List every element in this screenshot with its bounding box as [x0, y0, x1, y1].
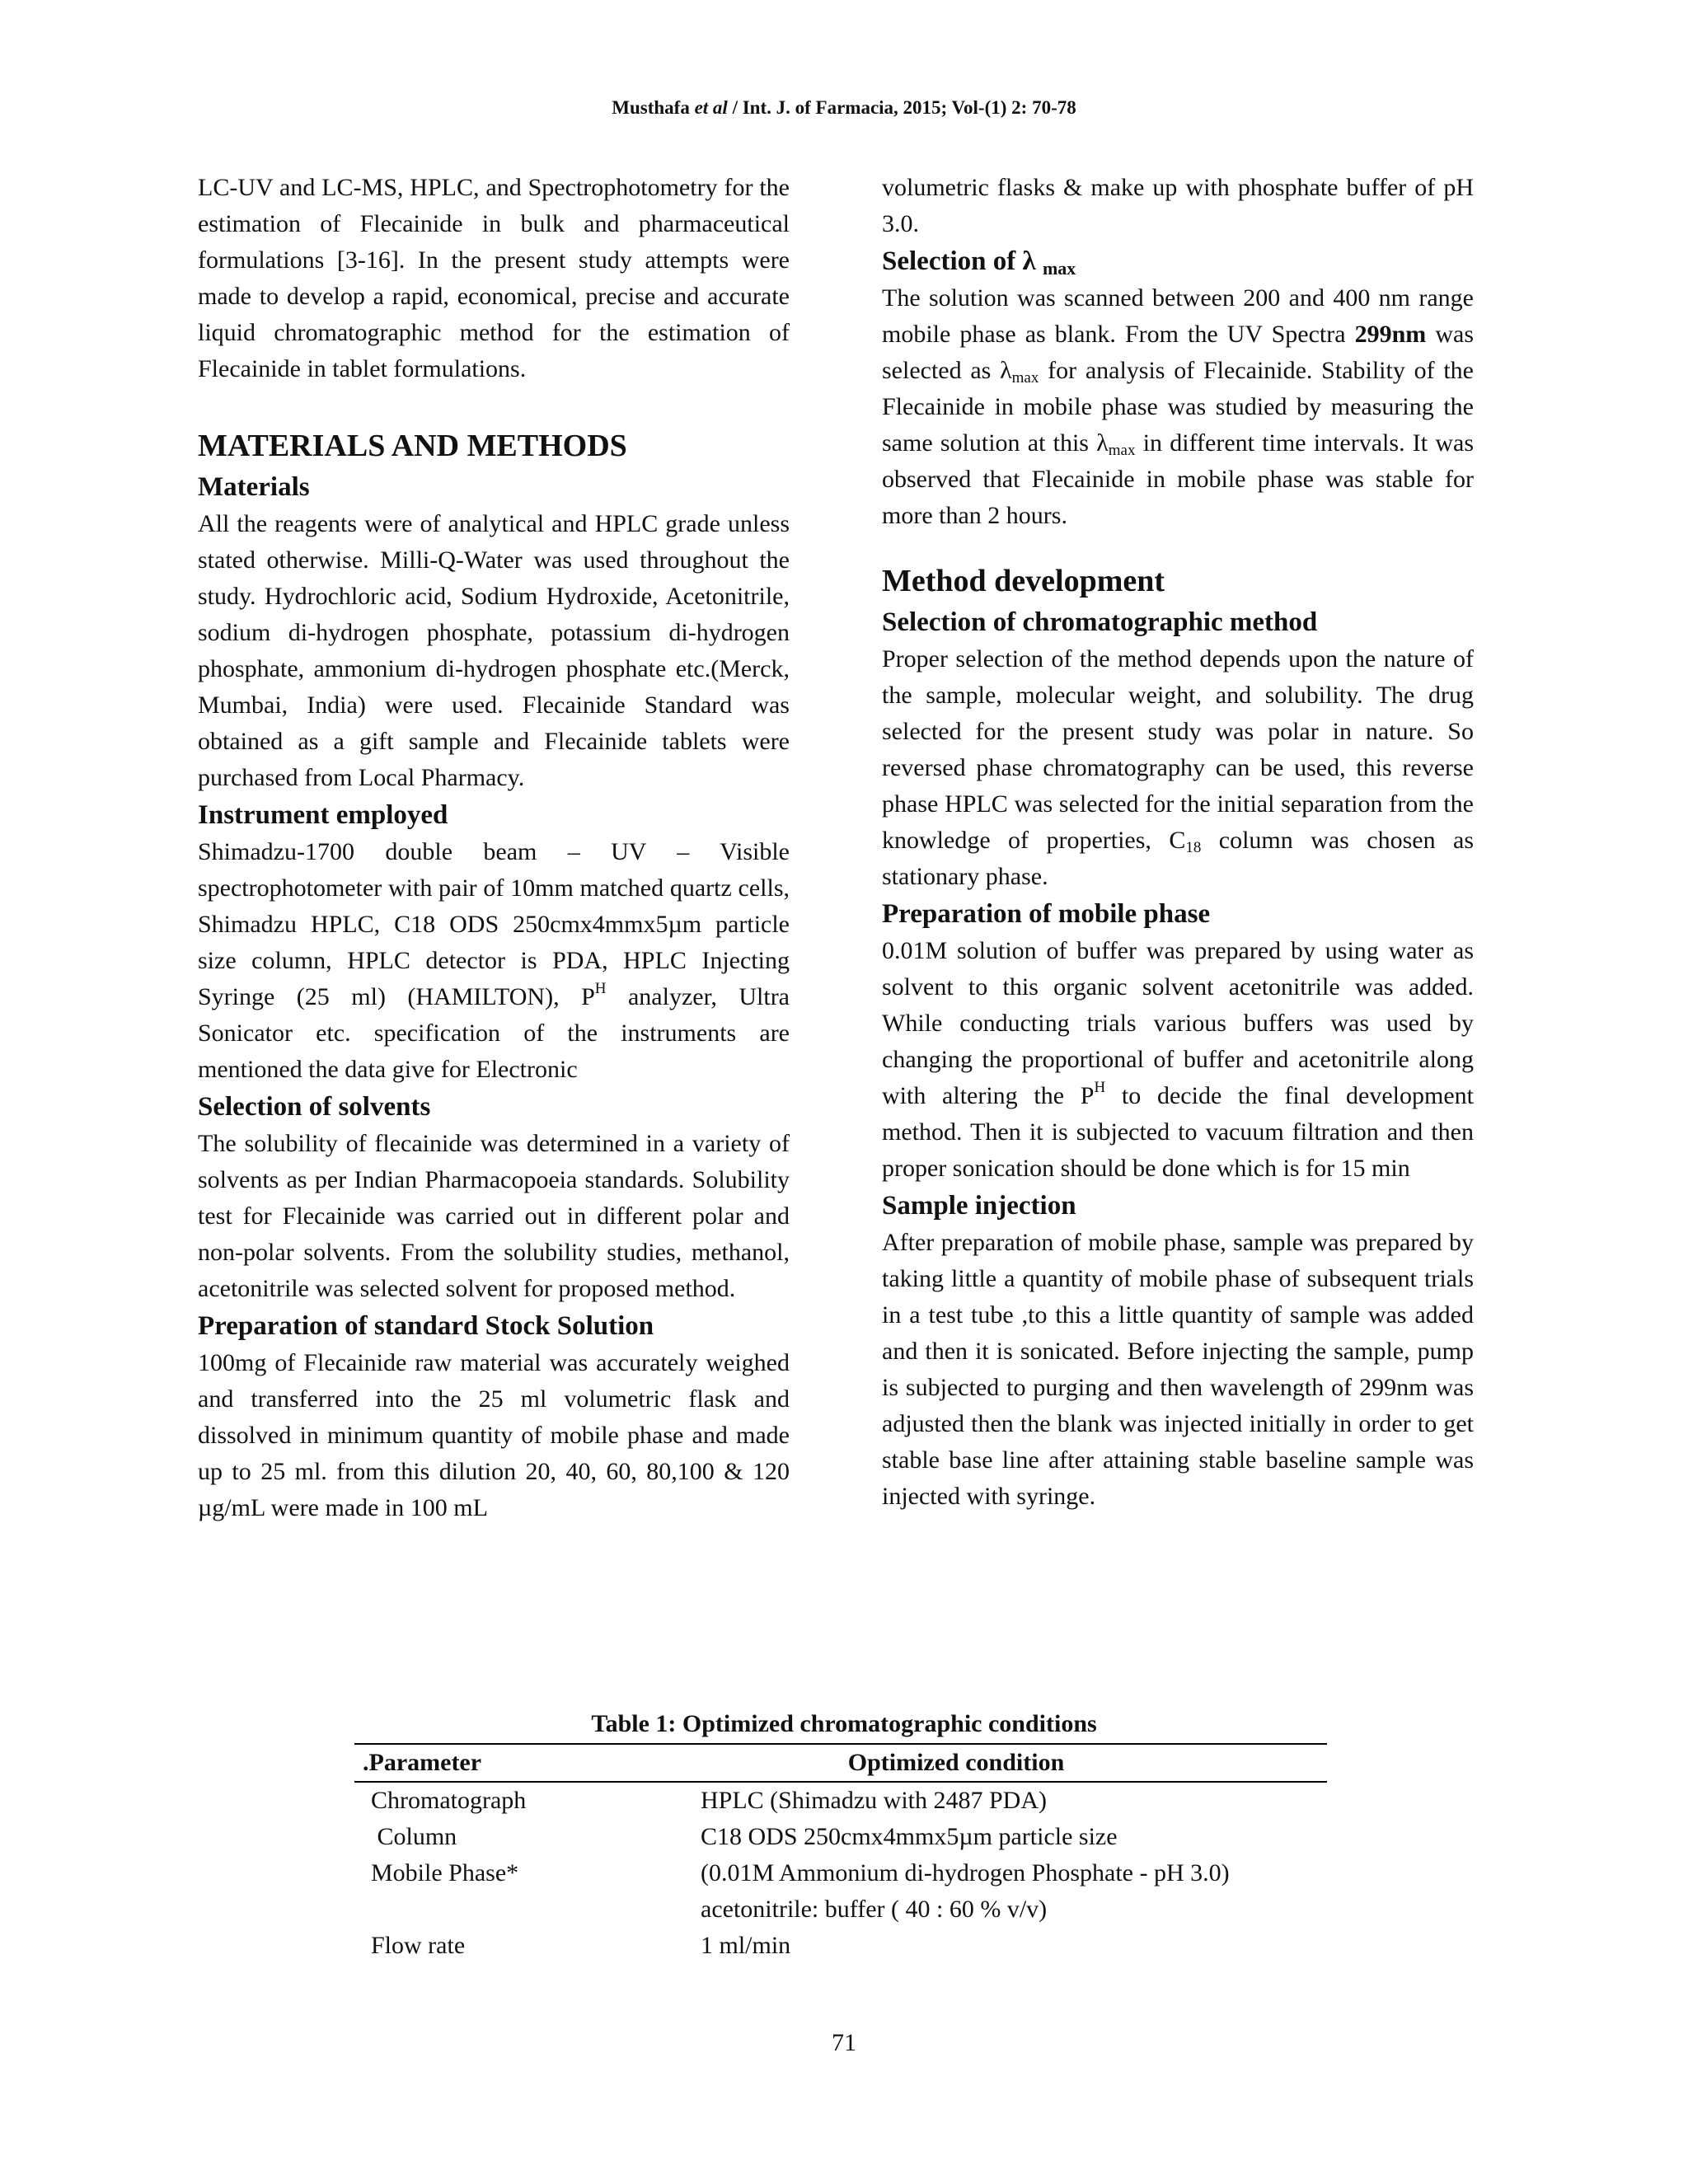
running-header [0, 97, 1688, 119]
instrument-heading: Instrument employed [198, 800, 448, 830]
right-column [882, 170, 1474, 1515]
materials-heading: Materials [198, 472, 310, 502]
table-cell-value: HPLC (Shimadzu with 2487 PDA) [701, 1787, 1047, 1814]
table-header-parameter: .Parameter [363, 1749, 482, 1776]
sample-injection-paragraph: After preparation of mobile phase, sample was prepared by taking little a quantity of mobile phase of subsequent trials in a test tube ,to this a little quantity of sample was added and then it is sonicated. Before injecting the sample, pump is subjected to purging and then wavelength of 299nm was adjusted then the blank was injected initially in order to get stable base line after attaining stable baseline sample was injected with syringe. [882, 1229, 1474, 1510]
table-cell-value: acetonitrile: buffer ( 40 : 60 % v/v) [701, 1896, 1048, 1923]
lambda-max-paragraph: The solution was scanned between 200 and 400 nm range mobile phase as blank. From the UV Spectra 299nm was selected as $\lambda_{max}$ for analysis of Flecainide. Stability of the Flecainide in mobile phase was studied by measuring the same solution at this $\lambda_{max}$ in different time intervals. It was observed that Flecainide in mobile phase was stable for more than 2 hours. [882, 284, 1475, 529]
mobile-phase-paragraph: 0.01M solution of buffer was prepared by using water as solvent to this organic solvent acetonitrile was added. While conducting trials various buffers was used by changing the proportional of buffer and acetonitrile along with altering the $P^H$ to decide the final development method. Then it is subjected to vacuum filtration and then proper sonication should be done which is for 15 min [882, 937, 1474, 1182]
table-header-row [354, 1743, 1327, 1783]
table-row [354, 1928, 1327, 1964]
intro-paragraph: LC-UV and LC-MS, HPLC, and Spectrophotometry for the estimation of Flecainide in bulk and pharmaceutical formulations [3-16]. In the present study attempts were made to develop a rapid, economical, precise and accurate liquid chromatographic method for the estimation of Flecainide in tablet formulations. [198, 174, 790, 382]
table-cell-parameter: Mobile Phase* [371, 1859, 519, 1886]
table-cell-value: C18 ODS 250cmx4mmx5µm particle size [701, 1823, 1118, 1850]
table-row [354, 1855, 1327, 1891]
solvents-heading: Selection of solvents [198, 1092, 431, 1122]
stock-solution-heading: Preparation of standard Stock Solution [198, 1311, 654, 1341]
mobile-phase-heading: Preparation of mobile phase [882, 899, 1211, 929]
chromatographic-method-heading: Selection of chromatographic method [882, 607, 1318, 637]
left-column [198, 170, 790, 1526]
table-row [354, 1819, 1327, 1855]
page-number: 71 [832, 2029, 856, 2056]
table-header-condition: Optimized condition [847, 1749, 1065, 1776]
chromatographic-method-paragraph: Proper selection of the method depends upon the nature of the sample, molecular weight, and solubility. The drug selected for the present study was polar in nature. So reversed phase chromatography can be used, this reverse phase HPLC was selected for the initial separation from the knowledge of properties, $C_{18}$ column was chosen as stationary phase. [882, 645, 1474, 890]
table-cell-value: (0.01M Ammonium di-hydrogen Phosphate - pH 3.0) [701, 1859, 1230, 1886]
table-cell-parameter: Flow rate [371, 1932, 466, 1959]
table-cell-parameter: Chromatograph [371, 1787, 527, 1814]
table-cell-value: 1 ml/min [701, 1932, 791, 1959]
continuation-paragraph: volumetric flasks & make up with phosphate buffer of pH 3.0. [882, 174, 1474, 237]
stock-solution-paragraph: 100mg of Flecainide raw material was accurately weighed and transferred into the 25 ml volumetric flask and dissolved in minimum quantity of mobile phase and made up to 25 ml. from this dilution 20, 40, 60, 80,100 & 120 µg/mL were made in 100 mL [198, 1349, 790, 1521]
method-development-heading: Method development [882, 564, 1165, 598]
header-journal: / Int. J. of Farmacia, 2015; Vol-(1) 2: 70-78 [727, 97, 1076, 118]
table-caption: Table 1: Optimized chromatographic conditions [591, 1710, 1097, 1737]
instrument-paragraph: Shimadzu-1700 double beam – UV – Visible spectrophotometer with pair of 10mm matched quartz cells, Shimadzu HPLC, C18 ODS 250cmx4mmx5µm particle size column, HPLC detector is PDA, HPLC Injecting Syringe (25 ml) (HAMILTON), $P^H$ analyzer, Ultra Sonicator etc. specification of the instruments are mentioned the data give for Electronic [198, 838, 790, 1083]
solvents-paragraph: The solubility of flecainide was determined in a variety of solvents as per Indian Pharmacopoeia standards. Solubility test for Flecainide was carried out in different polar and non-polar solvents. From the solubility studies, methanol, acetonitrile was selected solvent for proposed method. [198, 1130, 790, 1302]
lambda-max-heading: Selection of λ max [882, 246, 1076, 279]
materials-methods-heading: MATERIALS AND METHODS [198, 429, 627, 463]
sample-injection-heading: Sample injection [882, 1191, 1076, 1221]
table-row [354, 1783, 1327, 1819]
table-cell-parameter: Column [371, 1823, 457, 1850]
materials-paragraph: All the reagents were of analytical and HPLC grade unless stated otherwise. Milli-Q-Water was used throughout the study. Hydrochloric acid, Sodium Hydroxide, Acetonitrile, sodium di-hydrogen phosphate, potassium di-hydrogen phosphate, ammonium di-hydrogen phosphate etc.(Merck, Mumbai, India) were used. Flecainide Standard was obtained as a gift sample and Flecainide tablets were purchased from Local Pharmacy. [198, 510, 790, 791]
header-author: Musthafa [612, 97, 690, 118]
conditions-table [354, 1743, 1327, 1964]
table-cell-parameter [354, 1891, 701, 1928]
header-etal: et al [694, 97, 728, 118]
table-row [354, 1891, 1327, 1928]
